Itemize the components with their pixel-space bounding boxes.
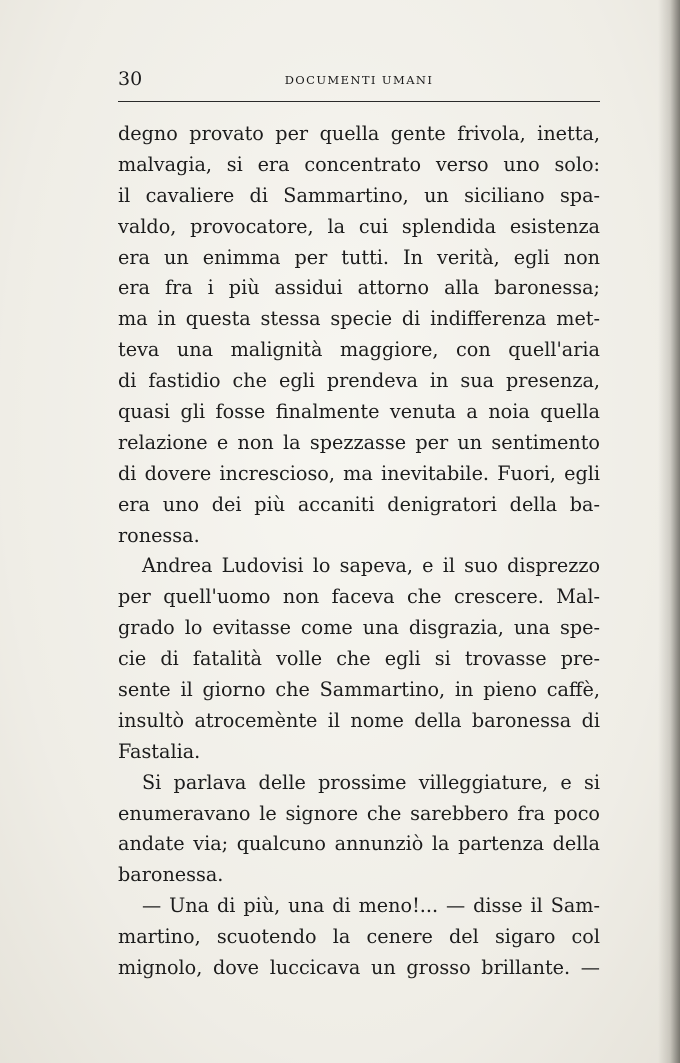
text-line: era uno dei più accaniti denigratori della ba- <box>118 492 600 516</box>
text-line: era un enimma per tutti. In verità, egli non <box>118 245 600 269</box>
text-line: Fastalia. <box>118 739 201 763</box>
text-line: — Una di più, una di meno!... — disse il Sam- <box>142 894 600 918</box>
header-rule <box>118 101 600 102</box>
page-number: 30 <box>118 68 143 90</box>
page-header <box>118 66 600 96</box>
text-line: quasi gli fosse finalmente venuta a noia quella <box>118 400 600 424</box>
text-line: ronessa. <box>118 523 200 547</box>
text-line: insultò atrocemènte il nome della baronessa di <box>118 708 600 732</box>
text-line: baronessa. <box>118 863 224 887</box>
running-title: DOCUMENTI UMANI <box>284 73 434 87</box>
text-line: Si parlava delle prossime villeggiature, e si <box>142 770 600 794</box>
text-line: enumeravano le signore che sarebbero fra poco <box>118 801 600 825</box>
text-line: era fra i più assidui attorno alla baronessa; <box>118 276 600 300</box>
text-line: valdo, provocatore, la cui splendida esistenza <box>118 214 600 238</box>
text-line: mignolo, dove luccicava un grosso brillante. — <box>118 956 600 980</box>
text-line: Andrea Ludovisi lo sapeva, e il suo disprezzo <box>142 554 600 578</box>
text-line: sente il giorno che Sammartino, in pieno caffè, <box>118 678 600 702</box>
text-line: di dovere increscioso, ma inevitabile. Fuori, egli <box>118 461 600 485</box>
text-line: ma in questa stessa specie di indifferenza met- <box>118 307 600 331</box>
text-line: per quell'uomo non faceva che crescere. Mal- <box>118 585 600 609</box>
text-line: andate via; qualcuno annunziò la partenza della <box>118 832 600 856</box>
text-line: relazione e non la spezzasse per un sentimento <box>118 430 600 454</box>
text-line: martino, scuotendo la cenere del sigaro col <box>118 925 600 949</box>
text-line: di fastidio che egli prendeva in sua presenza, <box>118 369 600 393</box>
text-line: cie di fatalità volle che egli si trovasse pre- <box>118 647 600 671</box>
text-line: teva una malignità maggiore, con quell'aria <box>118 338 600 362</box>
body-text <box>118 119 600 984</box>
text-line: grado lo evitasse come una disgrazia, una spe- <box>118 616 600 640</box>
text-line: il cavaliere di Sammartino, un siciliano spa- <box>118 183 600 207</box>
text-line: malvagia, si era concentrato verso uno solo: <box>118 152 600 176</box>
page-binding-shadow <box>658 0 680 1063</box>
text-line: degno provato per quella gente frivola, inetta, <box>118 122 600 145</box>
